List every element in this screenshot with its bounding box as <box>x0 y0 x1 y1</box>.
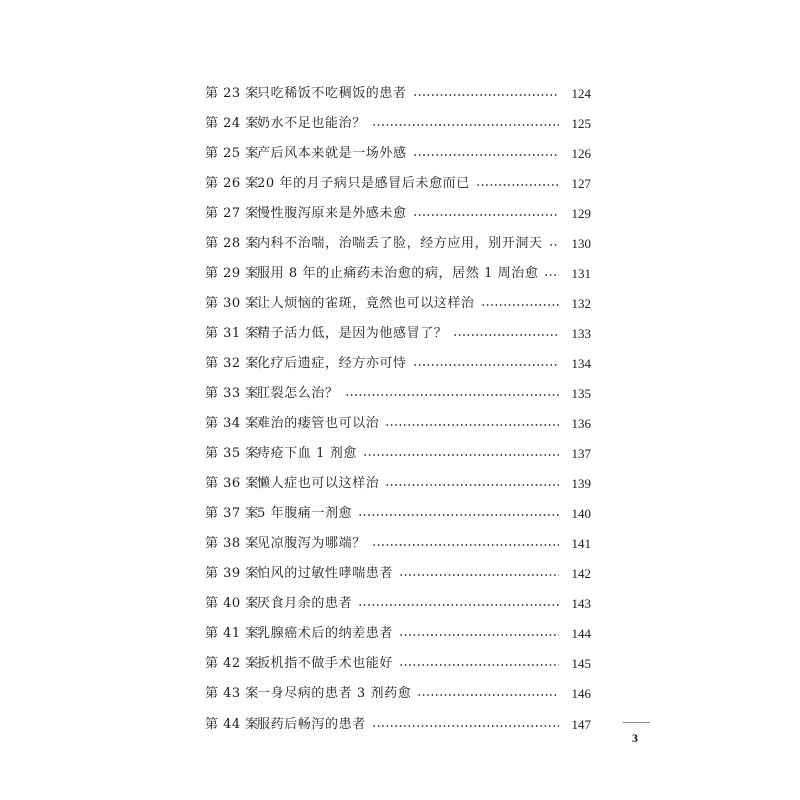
toc-entry[interactable] <box>205 649 591 679</box>
toc-case-number: 第 27 案 <box>205 205 259 221</box>
toc-page-number: 131 <box>571 265 591 281</box>
toc-leader-dots <box>399 664 559 666</box>
toc-entry-title: 只吃稀饭不吃稠饭的患者 <box>257 85 407 101</box>
toc-page-number: 125 <box>571 115 591 131</box>
toc-leader-dots <box>345 394 559 396</box>
toc-case-number: 第 39 案 <box>205 566 259 582</box>
toc-entry-title: 5 年腹痛一剂愈 <box>257 506 353 522</box>
toc-leader-dots <box>399 634 559 636</box>
toc-leader-dots <box>372 725 559 727</box>
toc-page-number: 130 <box>571 235 591 251</box>
toc-entry[interactable] <box>205 258 591 288</box>
toc-case-number: 第 44 案 <box>205 716 259 732</box>
toc-page-number: 136 <box>571 416 591 432</box>
toc-case-number: 第 32 案 <box>205 355 259 371</box>
toc-entry[interactable] <box>205 529 591 559</box>
toc-leader-dots <box>549 244 559 246</box>
toc-leader-dots <box>385 484 559 486</box>
toc-leader-dots <box>413 94 559 96</box>
toc-entry-title: 怕风的过敏性哮喘患者 <box>257 566 394 582</box>
toc-page-number: 133 <box>571 325 591 341</box>
toc-entry[interactable] <box>205 318 591 348</box>
toc-leader-dots <box>544 274 559 276</box>
toc-entry[interactable] <box>205 78 591 108</box>
toc-entry-title: 乳腺癌术后的纳差患者 <box>257 626 394 642</box>
toc-case-number: 第 29 案 <box>205 265 259 281</box>
toc-entry-title: 扳机指不做手术也能好 <box>257 656 394 672</box>
page-number: 3 <box>632 731 638 745</box>
toc-case-number: 第 41 案 <box>205 626 259 642</box>
toc-entry[interactable] <box>205 679 591 709</box>
toc-case-number: 第 34 案 <box>205 416 259 432</box>
toc-case-number: 第 38 案 <box>205 536 259 552</box>
toc-leader-dots <box>413 214 559 216</box>
toc-page-number: 142 <box>571 566 591 582</box>
toc-case-number: 第 35 案 <box>205 446 259 462</box>
toc-entry[interactable] <box>205 409 591 439</box>
toc-entry-title: 服药后畅泻的患者 <box>257 716 366 732</box>
toc-entry[interactable] <box>205 228 591 258</box>
toc-entry-title: 慢性腹泻原来是外感未愈 <box>257 205 407 221</box>
toc-case-number: 第 42 案 <box>205 656 259 672</box>
toc-page-number: 137 <box>571 446 591 462</box>
toc-entry[interactable] <box>205 589 591 619</box>
toc-leader-dots <box>358 514 559 516</box>
toc-entry-title: 难治的瘘管也可以治 <box>257 416 380 432</box>
table-of-contents <box>205 78 591 739</box>
toc-entry[interactable] <box>205 439 591 469</box>
toc-page-number: 135 <box>571 385 591 401</box>
toc-entry-title: 服用 8 年的止痛药未治愈的病，居然 1 周治愈 <box>257 265 539 281</box>
toc-leader-dots <box>413 154 559 156</box>
toc-leader-dots <box>413 364 559 366</box>
toc-page-number: 140 <box>571 506 591 522</box>
toc-leader-dots <box>417 694 559 696</box>
toc-entry[interactable] <box>205 288 591 318</box>
toc-page-number: 126 <box>571 145 591 161</box>
toc-case-number: 第 37 案 <box>205 506 259 522</box>
toc-entry-title: 20 年的月子病只是感冒后未愈而已 <box>257 175 470 191</box>
toc-entry[interactable] <box>205 168 591 198</box>
toc-entry[interactable] <box>205 138 591 168</box>
toc-leader-dots <box>358 604 559 606</box>
toc-case-number: 第 31 案 <box>205 325 259 341</box>
toc-case-number: 第 36 案 <box>205 476 259 492</box>
toc-entry-title: 厌食月余的患者 <box>257 596 353 612</box>
toc-page-number: 144 <box>571 626 591 642</box>
toc-entry-title: 懒人症也可以这样治 <box>257 476 380 492</box>
toc-entry-title: 肛裂怎么治？ <box>257 385 339 401</box>
toc-case-number: 第 33 案 <box>205 385 259 401</box>
toc-leader-dots <box>372 544 559 546</box>
toc-case-number: 第 30 案 <box>205 295 259 311</box>
toc-page-number: 139 <box>571 476 591 492</box>
toc-entry[interactable] <box>205 559 591 589</box>
toc-case-number: 第 23 案 <box>205 85 259 101</box>
toc-entry[interactable] <box>205 469 591 499</box>
toc-leader-dots <box>372 124 559 126</box>
toc-page-number: 143 <box>571 596 591 612</box>
toc-page-number: 124 <box>571 85 591 101</box>
toc-case-number: 第 26 案 <box>205 175 259 191</box>
toc-entry-title: 化疗后遗症，经方亦可恃 <box>257 355 407 371</box>
toc-entry-title: 让人烦恼的雀斑，竟然也可以这样治 <box>257 295 475 311</box>
toc-page-number: 134 <box>571 355 591 371</box>
toc-page-number: 147 <box>571 716 591 732</box>
toc-entry[interactable] <box>205 499 591 529</box>
toc-entry-title: 内科不治喘，治喘丢了脸，经方应用，别开洞天 <box>257 235 543 251</box>
toc-leader-dots <box>476 184 559 186</box>
toc-case-number: 第 24 案 <box>205 115 259 131</box>
toc-case-number: 第 43 案 <box>205 686 259 702</box>
toc-entry-title: 产后风本来就是一场外感 <box>257 145 407 161</box>
toc-entry-title: 一身尽病的患者 3 剂药愈 <box>257 686 412 702</box>
toc-case-number: 第 25 案 <box>205 145 259 161</box>
toc-entry-title: 见凉腹泻为哪端？ <box>257 536 366 552</box>
toc-page-number: 146 <box>571 686 591 702</box>
toc-entry-title: 痔疮下血 1 剂愈 <box>257 446 357 462</box>
toc-entry-title: 奶水不足也能治？ <box>257 115 366 131</box>
toc-entry[interactable] <box>205 619 591 649</box>
toc-page-number: 129 <box>571 205 591 221</box>
toc-page-number: 141 <box>571 536 591 552</box>
toc-page-number: 127 <box>571 175 591 191</box>
toc-page-number: 132 <box>571 295 591 311</box>
toc-page-number: 145 <box>571 656 591 672</box>
toc-leader-dots <box>399 574 559 576</box>
toc-case-number: 第 28 案 <box>205 235 259 251</box>
toc-entry[interactable] <box>205 198 591 228</box>
toc-leader-dots <box>363 454 559 456</box>
toc-entry[interactable] <box>205 348 591 378</box>
toc-leader-dots <box>481 304 559 306</box>
toc-leader-dots <box>385 424 559 426</box>
toc-entry[interactable] <box>205 108 591 138</box>
footer-divider <box>623 722 650 723</box>
toc-entry[interactable] <box>205 709 591 739</box>
toc-case-number: 第 40 案 <box>205 596 259 612</box>
toc-entry[interactable] <box>205 378 591 408</box>
toc-entry-title: 精子活力低，是因为他感冒了？ <box>257 325 448 341</box>
toc-leader-dots <box>453 334 559 336</box>
